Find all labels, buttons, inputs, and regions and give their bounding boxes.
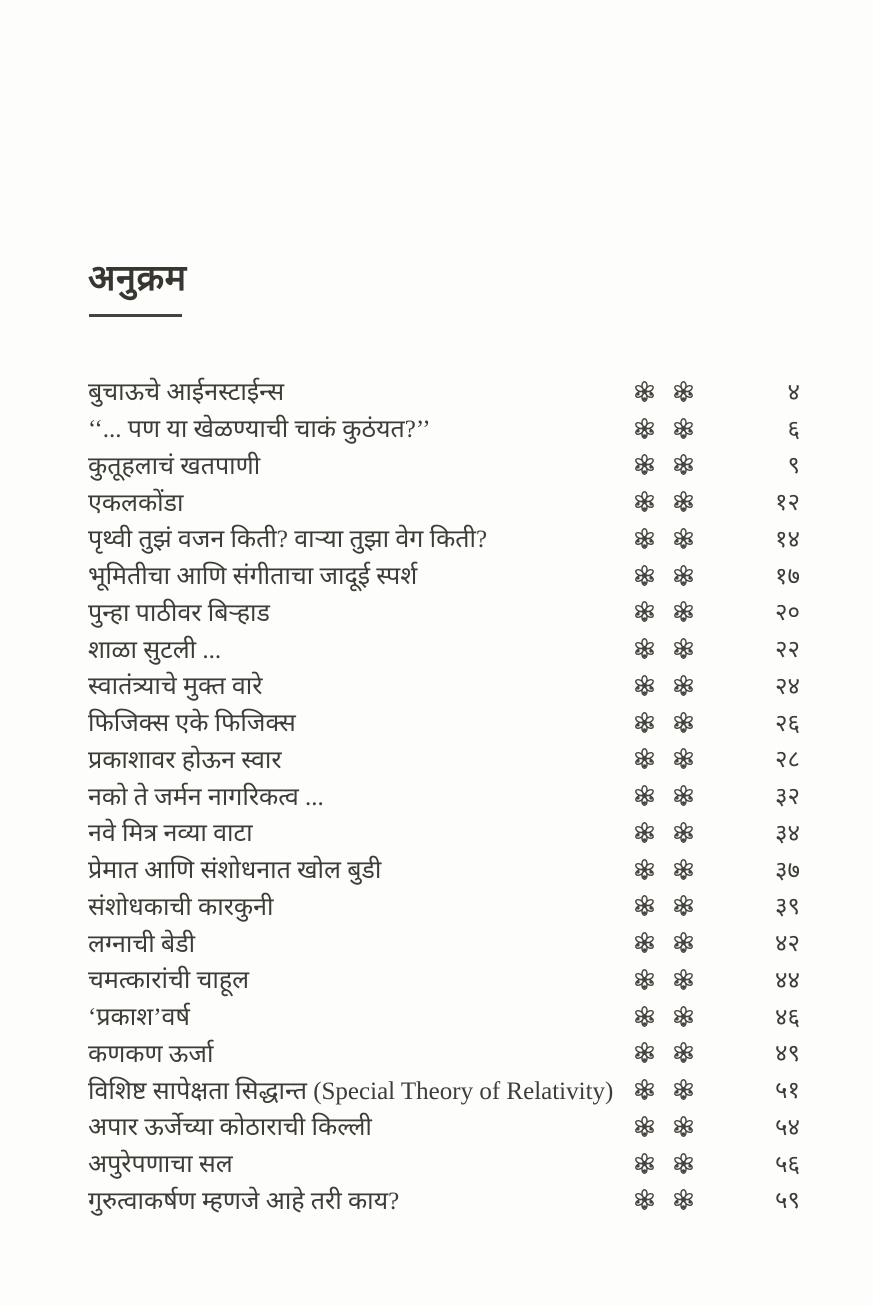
toc-entry-title: बुचाऊचे आईनस्टाईन्स [88, 379, 285, 407]
toc-row [88, 594, 800, 631]
toc-entry-title: कणकण ऊर्जा [88, 1040, 214, 1068]
toc-entry-title: कुतूहलाचं खतपाणी [88, 452, 261, 480]
atom-icon [672, 1041, 695, 1064]
toc-entry-title: शाळा सुटली ... [88, 636, 222, 664]
toc-entry-page: ४६ [775, 1002, 800, 1031]
toc-separator [633, 931, 717, 954]
atom-icon [633, 784, 656, 807]
toc-entry-page: २८ [775, 745, 800, 774]
toc-separator [633, 821, 717, 844]
toc-entry-title: फिजिक्स एके फिजिक्स [88, 710, 296, 738]
atom-icon [672, 564, 695, 587]
toc-entry-page: ३२ [775, 782, 800, 811]
toc-row [88, 704, 800, 741]
atom-icon [672, 1115, 695, 1138]
toc-separator [633, 858, 717, 881]
atom-icon [633, 490, 656, 513]
toc-row [88, 741, 800, 778]
toc-entry-page: २० [775, 598, 800, 627]
toc-entry-title: नको ते जर्मन नागरिकत्व ... [88, 783, 324, 811]
toc-separator [633, 1041, 717, 1064]
toc-entry-title: प्रेमात आणि संशोधनात खोल बुडी [88, 857, 382, 885]
toc-entry-title: स्वातंत्र्याचे मुक्त वारे [88, 673, 263, 701]
atom-icon [633, 380, 656, 403]
atom-icon [672, 453, 695, 476]
toc-entry-page: ५९ [775, 1186, 800, 1215]
toc-separator [633, 637, 717, 660]
toc-row [88, 998, 800, 1035]
atom-icon [633, 894, 656, 917]
toc-entry-title: अपार ऊर्जेच्या कोठाराची किल्ली [88, 1114, 372, 1142]
atom-icon [633, 453, 656, 476]
toc-separator [633, 600, 717, 623]
toc-row [88, 373, 800, 410]
atom-icon [672, 637, 695, 660]
atom-icon [633, 1041, 656, 1064]
toc-separator [633, 490, 717, 513]
toc-separator [633, 453, 717, 476]
toc-entry-page: ३७ [775, 855, 800, 884]
toc-entry-page: १२ [775, 488, 800, 517]
toc-row [88, 851, 800, 888]
toc-row [88, 1145, 800, 1182]
atom-icon [672, 380, 695, 403]
toc-row [88, 630, 800, 667]
atom-icon [672, 1078, 695, 1101]
toc-row [88, 924, 800, 961]
toc-row [88, 961, 800, 998]
atom-icon [633, 417, 656, 440]
atom-icon [633, 821, 656, 844]
atom-icon [672, 821, 695, 844]
toc-entry-title: चमत्कारांची चाहूल [88, 967, 250, 995]
toc-entry-page: ९ [787, 451, 800, 480]
toc-entry-title: अपुरेपणाचा सल [88, 1151, 233, 1179]
atom-icon [633, 747, 656, 770]
atom-icon [633, 968, 656, 991]
toc-entry-title: प्रकाशावर होऊन स्वार [88, 746, 282, 774]
toc-row [88, 888, 800, 925]
toc-entry-page: ३९ [775, 892, 800, 921]
toc-entry-page: २४ [775, 671, 800, 700]
toc-entry-page: ४२ [775, 929, 800, 958]
atom-icon [633, 600, 656, 623]
toc-entry-title: भूमितीचा आणि संगीताचा जादूई स्पर्श [88, 563, 418, 591]
atom-icon [633, 1152, 656, 1175]
toc-separator [633, 747, 717, 770]
toc-row [88, 410, 800, 447]
atom-icon [672, 527, 695, 550]
toc-entry-page: ४ [787, 377, 800, 406]
toc-entry-page: २६ [775, 708, 800, 737]
toc-entry-page: ५४ [775, 1112, 800, 1141]
toc-entry-title: लग्नाची बेडी [88, 930, 196, 958]
atom-icon [672, 894, 695, 917]
toc-entry-title: विशिष्ट सापेक्षता सिद्धान्त (Special Theory of Relativity) [88, 1077, 614, 1105]
atom-icon [672, 784, 695, 807]
atom-icon [672, 417, 695, 440]
toc-entry-page: ६ [787, 414, 800, 443]
atom-icon [633, 1005, 656, 1028]
atom-icon [633, 858, 656, 881]
atom-icon [672, 931, 695, 954]
toc-row [88, 667, 800, 704]
toc-entry-title: नवे मित्र नव्या वाटा [88, 820, 253, 848]
toc-row [88, 483, 800, 520]
atom-icon [633, 564, 656, 587]
toc-separator [633, 894, 717, 917]
toc-separator [633, 380, 717, 403]
toc-row [88, 1071, 800, 1108]
atom-icon [633, 637, 656, 660]
toc-entry-page: ४४ [775, 965, 800, 994]
atom-icon [672, 747, 695, 770]
toc-row [88, 447, 800, 484]
toc-separator [633, 674, 717, 697]
toc-entry-page: ३४ [775, 818, 800, 847]
toc-separator [633, 711, 717, 734]
toc-separator [633, 1005, 717, 1028]
toc-row [88, 520, 800, 557]
toc-separator [633, 1078, 717, 1101]
toc-separator [633, 417, 717, 440]
atom-icon [672, 490, 695, 513]
toc-entry-title: गुरुत्वाकर्षण म्हणजे आहे तरी काय? [88, 1187, 400, 1215]
toc-entry-page: ५६ [775, 1149, 800, 1178]
atom-icon [672, 968, 695, 991]
toc-row [88, 1108, 800, 1145]
atom-icon [672, 600, 695, 623]
toc-entry-title: संशोधकाची कारकुनी [88, 893, 274, 921]
atom-icon [633, 674, 656, 697]
toc-row [88, 557, 800, 594]
atom-icon [633, 711, 656, 734]
toc-entry-page: १४ [775, 524, 800, 553]
toc-entry-page: ४९ [775, 1039, 800, 1068]
page-title: अनुक्रम [88, 258, 187, 299]
toc-entry-title: पृथ्वी तुझं वजन किती? वाऱ्या तुझा वेग किती? [88, 526, 488, 554]
atom-icon [672, 858, 695, 881]
atom-icon [633, 527, 656, 550]
toc-separator [633, 564, 717, 587]
toc-row [88, 1182, 800, 1219]
atom-icon [672, 1005, 695, 1028]
atom-icon [633, 1115, 656, 1138]
title-underline [89, 314, 182, 317]
toc-list [0, 373, 873, 1218]
toc-separator [633, 1152, 717, 1175]
atom-icon [672, 711, 695, 734]
atom-icon [672, 1188, 695, 1211]
toc-row [88, 777, 800, 814]
toc-entry-page: ५१ [775, 1076, 800, 1105]
atom-icon [672, 674, 695, 697]
atom-icon [672, 1152, 695, 1175]
atom-icon [633, 931, 656, 954]
toc-entry-page: २२ [775, 635, 800, 664]
toc-entry-title: पुन्हा पाठीवर बिऱ्हाड [88, 599, 270, 627]
toc-separator [633, 784, 717, 807]
toc-entry-title: ‘प्रकाश’वर्ष [88, 1004, 190, 1032]
toc-entry-page: १७ [775, 561, 800, 590]
toc-separator [633, 1188, 717, 1211]
toc-entry-title: एकलकोंडा [88, 489, 184, 517]
toc-entry-title: ‘‘... पण या खेळण्याची चाकं कुठंयत?’’ [88, 416, 431, 444]
atom-icon [633, 1078, 656, 1101]
atom-icon [633, 1188, 656, 1211]
toc-separator [633, 1115, 717, 1138]
toc-separator [633, 527, 717, 550]
toc-row [88, 814, 800, 851]
toc-separator [633, 968, 717, 991]
toc-row [88, 1035, 800, 1072]
